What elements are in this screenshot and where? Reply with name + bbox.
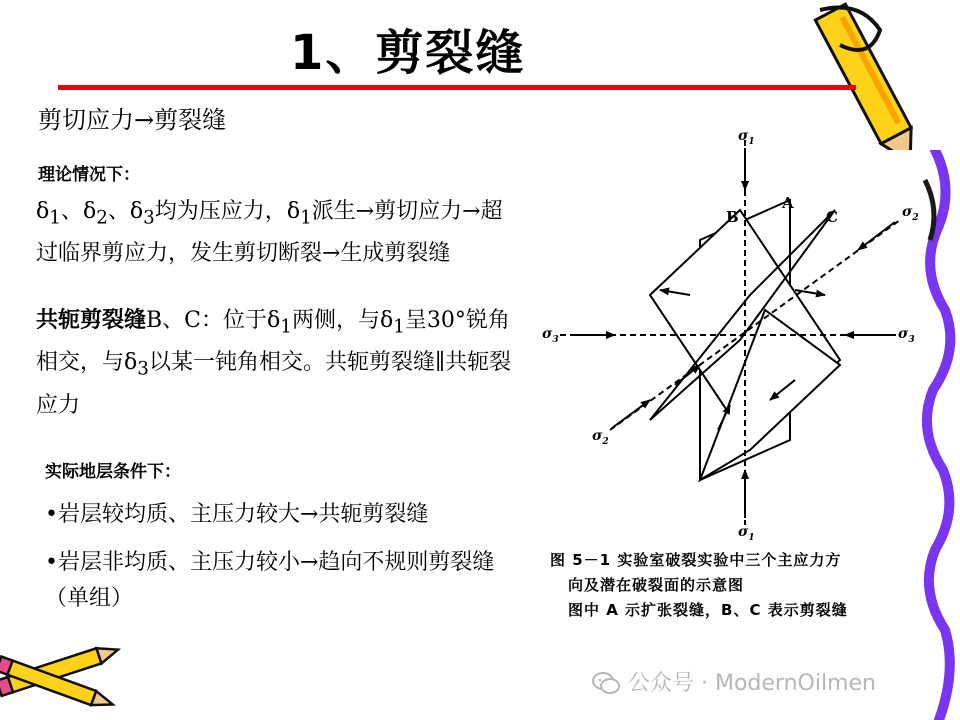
conjugate-paragraph: 共轭剪裂缝B、C：位于$\delta_1$两侧，与$\delta_1$呈30°锐角相交，与$\delta_3$以某一钝角相交。共轭剪裂缝∥共轭裂应力 (36, 307, 512, 418)
pencil-clipart-top-right (800, 0, 960, 150)
heading-theory: 理论情况下： (38, 165, 140, 185)
figure-caption (550, 548, 910, 623)
caption-line: 图中 A 示扩张裂缝，B、C 表示剪裂缝 (568, 601, 848, 619)
label-sigma3-right: $\sigma_3$ (898, 326, 915, 345)
label-plane-c: C (826, 208, 838, 226)
label-sigma2-left: $\sigma_2$ (592, 428, 609, 447)
label-sigma2-right: $\sigma_2$ (902, 204, 919, 223)
label-sigma1-bottom: $\sigma_1$ (738, 524, 755, 540)
squiggle-decoration-right (915, 150, 960, 720)
pencils-clipart-bottom-left (0, 640, 140, 720)
wechat-icon (592, 672, 620, 694)
watermark (592, 666, 876, 697)
caption-line: 图 5－1 实验室破裂实验中三个主应力方 (550, 551, 842, 569)
label-plane-a: A (782, 194, 794, 212)
title-underline (58, 85, 856, 90)
label-sigma3-left: $\sigma_3$ (542, 326, 559, 345)
watermark-text: 公众号 · ModernOilmen (628, 671, 876, 696)
intro-line: 剪切应力→剪裂缝 (38, 106, 227, 134)
bullet-item: •岩层较均质、主压力较大→共轭剪裂缝 (45, 502, 429, 527)
heading-actual: 实际地层条件下： (45, 462, 181, 482)
label-plane-b: B (726, 208, 739, 226)
theory-paragraph: $\delta_1$、$\delta_2$、$\delta_3$均为压应力，$\delta_1$派生→剪切应力→超过临界剪应力，发生剪切断裂→生成剪裂缝 (36, 199, 503, 267)
caption-line: 向及潜在破裂面的示意图 (568, 576, 745, 594)
slide-title: 1、剪裂缝 (290, 25, 526, 81)
label-sigma1-top: $\sigma_1$ (738, 130, 755, 147)
bullet-item: •岩层非均质、主压力较小→趋向不规则剪裂缝（单组） (45, 550, 495, 611)
stress-fracture-diagram (540, 130, 920, 540)
